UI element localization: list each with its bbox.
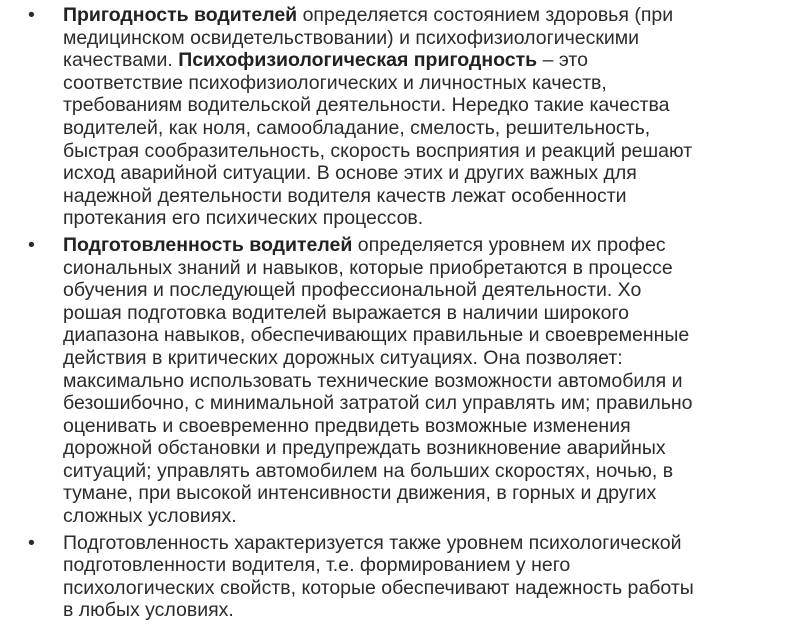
text-line: [63, 347, 780, 370]
bullet-item: [28, 234, 780, 528]
text-line: [63, 437, 780, 460]
text-line: [63, 302, 780, 325]
text-segment: подготовленности водителя, т.е. формированием у него: [63, 554, 571, 577]
bold-term: Подготовленность водителей: [63, 233, 353, 256]
text-segment: надежной деятельности водителя качеств лежат особенности: [63, 184, 627, 207]
text-line: [63, 49, 780, 72]
text-line: [63, 4, 780, 27]
text-segment: исход аварийной ситуации. В основе этих и других важных для: [63, 162, 637, 185]
bullet-marker: •: [28, 531, 35, 554]
text-line: [63, 460, 780, 483]
bullet-item: [28, 4, 780, 230]
text-segment: тумане, при высокой интенсивности движения, в горных и других: [63, 482, 657, 505]
text-segment: сложных условиях.: [63, 505, 237, 528]
text-line: [63, 27, 780, 50]
text-segment: рошая подготовка водителей выражается в наличии широкого: [63, 301, 629, 324]
text-line: [63, 234, 780, 257]
text-segment: определяется состоянием здоровья (при: [297, 4, 674, 26]
text-line: [63, 257, 780, 280]
bullet-item: [28, 532, 780, 622]
text-segment: Подготовленность характеризуется также уровнем психологической: [63, 531, 682, 554]
text-segment: ситуаций; управлять автомобилем на больших скоростях, ночью, в: [63, 459, 674, 482]
text-line: [63, 532, 780, 555]
text-line: [63, 207, 780, 230]
text-line: [63, 185, 780, 208]
text-segment: диапазона навыков, обеспечивающих правильные и своевременные: [63, 324, 690, 347]
text-segment: сиональных знаний и навыков, которые приобретаются в процессе: [63, 256, 673, 279]
text-segment: водителей, как ноля, самообладание, смелость, решительность,: [63, 116, 651, 139]
text-line: [63, 162, 780, 185]
text-segment: соответствие психофизиологических и личностных качеств,: [63, 71, 607, 94]
text-line: [63, 599, 780, 622]
text-segment: максимально использовать технические возможности автомобиля и: [63, 369, 683, 392]
text-line: [63, 370, 780, 393]
text-segment: определяется уровнем их профес: [352, 233, 666, 256]
text-segment: медицинском освидетельствовании) и психофизиологическими: [63, 26, 640, 49]
text-line: [63, 554, 780, 577]
text-segment: действия в критических дорожных ситуациях. Она позволяет:: [63, 346, 623, 369]
text-line: [63, 72, 780, 95]
text-line: [63, 392, 780, 415]
bullet-marker: •: [28, 4, 35, 26]
bullet-list: [28, 4, 780, 626]
text-segment: протекания его психических процессов.: [63, 207, 424, 230]
text-line: [63, 94, 780, 117]
text-segment: обучения и последующей профессиональной деятельности. Хо: [63, 279, 642, 302]
text-line: [63, 140, 780, 163]
text-segment: требованиям водительской деятельности. Нередко такие качества: [63, 94, 670, 117]
text-line: [63, 117, 780, 140]
text-segment: оценивать и своевременно предвидеть возможные изменения: [63, 414, 631, 437]
text-segment: – это: [537, 49, 588, 72]
text-segment: в любых условиях.: [63, 599, 234, 622]
text-line: [63, 279, 780, 302]
text-segment: качествами.: [63, 49, 179, 72]
text-segment: быстрая сообразительность, скорость восприятия и реакций решают: [63, 139, 693, 162]
text-line: [63, 415, 780, 438]
text-line: [63, 324, 780, 347]
bullet-marker: •: [28, 233, 35, 256]
text-segment: дорожной обстановки и предупреждать возникновение аварийных: [63, 437, 666, 460]
bold-term: Психофизиологическая пригодность: [178, 49, 538, 72]
text-line: [63, 505, 780, 528]
text-segment: безошибочно, с минимальной затратой сил управлять им; правильно: [63, 392, 693, 415]
bold-term: Пригодность водителей: [63, 4, 298, 26]
text-line: [63, 577, 780, 600]
text-segment: психологических свойств, которые обеспечивают надежность работы: [63, 576, 694, 599]
text-line: [63, 482, 780, 505]
